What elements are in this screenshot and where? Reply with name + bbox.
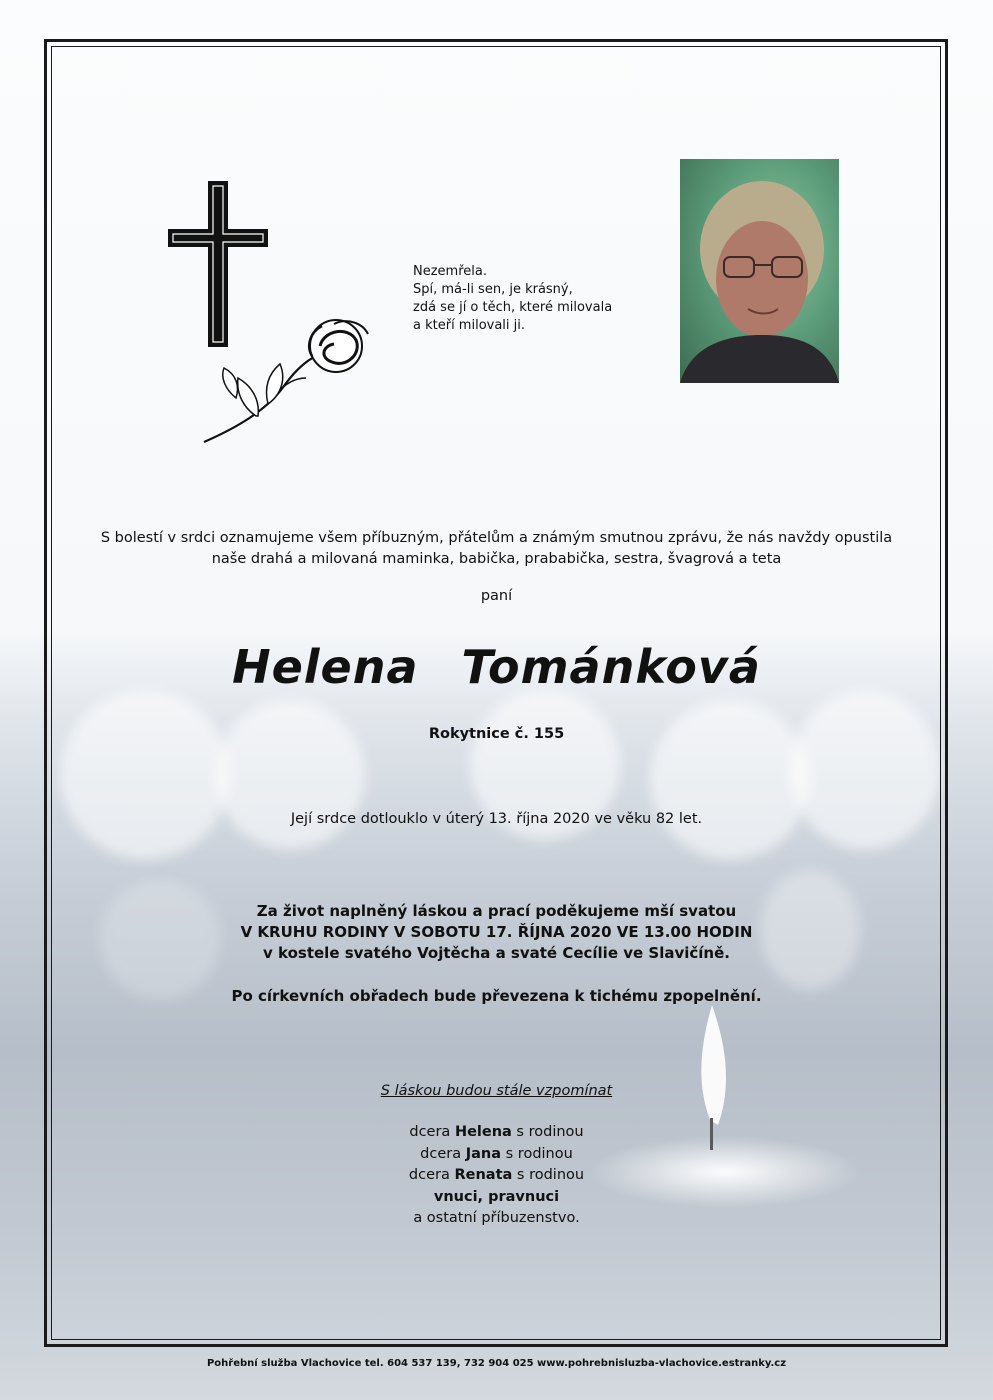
- after-ceremony: Po církevních obřadech bude převezena k tichému zpopelnění.: [231, 987, 762, 1005]
- mourner-suffix: s rodinou: [512, 1167, 585, 1183]
- mourner-row: [60, 1208, 933, 1230]
- death-notice: Její srdce dotlouklo v úterý 13. října 2020 ve věku 82 let.: [290, 811, 703, 827]
- ceremony-line: V KRUHU RODINY V SOBOTU 17. ŘÍJNA 2020 VE 13.00 HODIN: [240, 923, 753, 941]
- mourner-name: Renata: [454, 1167, 513, 1183]
- mourner-suffix: s rodinou: [501, 1145, 573, 1162]
- mourner-relation: dcera: [409, 1124, 455, 1140]
- mourner-name: Jana: [465, 1145, 502, 1162]
- ceremony-line: Za život naplněný láskou a prací poděkujeme mší svatou: [256, 902, 737, 920]
- ceremony-line: v kostele svatého Vojtěcha a svaté Cecílie ve Slavičíně.: [263, 944, 730, 962]
- deceased-address: Rokytnice č. 155: [428, 726, 565, 742]
- announcement-line: naše drahá a milovaná maminka, babička, prababička, sestra, švagrová a teta: [211, 551, 782, 567]
- portrait-photo: [680, 159, 839, 383]
- poem-line: a kteří milovali ji.: [413, 318, 526, 333]
- deceased-first-name: Helena: [232, 640, 419, 694]
- mourner-suffix: s rodinou: [511, 1124, 584, 1140]
- poem-line: Spí, má-li sen, je krásný,: [413, 282, 573, 297]
- mourner-name: Helena: [454, 1124, 512, 1140]
- announcement-line: S bolestí v srdci oznamujeme všem příbuzným, přátelům a známým smutnou zprávu, že nás navždy opustila: [100, 530, 893, 546]
- poem: [413, 263, 653, 335]
- mourner-row: [60, 1122, 933, 1144]
- mourners-title: S láskou budou stále vzpomínat: [380, 1083, 613, 1099]
- mourners-list: [60, 1122, 933, 1230]
- deceased-name: [60, 640, 933, 694]
- mourner-row: [60, 1187, 933, 1209]
- mourner-name: vnuci, pravnuci: [433, 1188, 560, 1205]
- deceased-last-name: Tománková: [461, 640, 761, 694]
- honorific: paní: [480, 588, 513, 604]
- poem-line: Nezemřela.: [413, 264, 487, 279]
- mourner-relation: dcera: [420, 1145, 466, 1162]
- rose-icon: [196, 316, 376, 448]
- poem-line: zdá se jí o těch, které milovala: [413, 300, 613, 315]
- mourner-relation: dcera: [408, 1167, 455, 1183]
- funeral-service-footer: Pohřební služba Vlachovice tel. 604 537 139, 732 904 025 www.pohrebnisluzba-vlachovice.estranky.cz: [206, 1358, 787, 1369]
- ceremony-info: [60, 901, 933, 964]
- mourner-relation: a ostatní příbuzenstvo.: [413, 1210, 580, 1226]
- mourner-row: [60, 1165, 933, 1187]
- announcement-text: [60, 528, 933, 570]
- mourner-row: [60, 1144, 933, 1166]
